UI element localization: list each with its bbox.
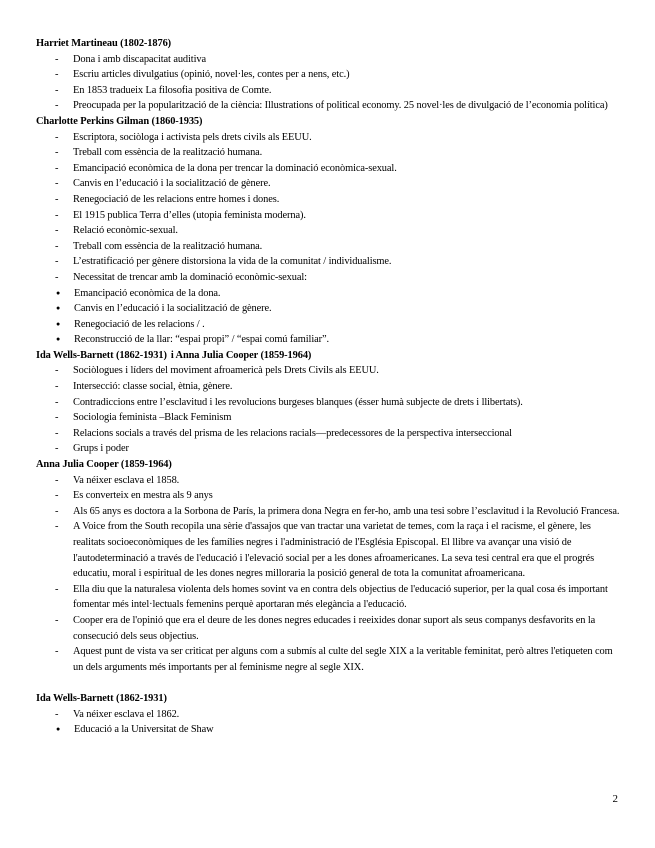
bullet-list-wells-cooper (36, 363, 622, 457)
sub-list-item: ● Emancipació econòmica de la dona. (74, 286, 622, 302)
list-item: - Va néixer esclava el 1858. (73, 473, 622, 489)
list-item: - Emancipació econòmica de la dona per trencar la dominació econòmica-sexual. (73, 161, 622, 177)
list-item: - Contradiccions entre l’esclavitud i les revolucions burgeses blanques (ésser humà subjecte de drets i llibertats). (73, 395, 622, 411)
list-item: - Va néixer esclava el 1862. (73, 707, 622, 723)
list-item: - Grups i poder (73, 441, 622, 457)
list-item: - A Voice from the South recopila una sèrie d'assajos que van tractar una varietat de temes, com la raça i el racisme, el gènere, les realitats socioeconòmiques de les famílies negres i l'administració de l'Església Episcopal. El llibre va avançar una visió de l'autodeterminació a través de l'educació i l'elevació social per a les dones afroamericanes. La seva tesi central era que el progrés educatiu, moral i espiritual de les dones negres milloraria la posició general de tota la comunitat afroamericana. (73, 519, 622, 581)
list-item: - L’estratificació per gènere distorsiona la vida de la comunitat / individualisme. (73, 254, 622, 270)
section-title-part-1: Ida Wells-Barnett (1862-1931) (36, 349, 167, 361)
list-item: - Necessitat de trencar amb la dominació econòmic-sexual: (73, 270, 622, 286)
document-body (36, 36, 622, 738)
bullet-list-cooper (36, 473, 622, 676)
list-item: - Treball com essència de la realització humana. (73, 145, 622, 161)
list-item: - Sociologia feminista –Black Feminism (73, 410, 622, 426)
list-item: - El 1915 publica Terra d’elles (utopia feminista moderna). (73, 208, 622, 224)
sub-list-item: ● Canvis en l’educació i la socialització de gènere. (74, 301, 622, 317)
list-item: - Canvis en l’educació i la socialització de gènere. (73, 176, 622, 192)
list-item: - Ella diu que la naturalesa violenta dels homes sovint va en contra dels objectius de l'educació superior, per la qual cosa és important fomentar més intel·lectuals femenins perquè aportaran més elegància a l'educació. (73, 582, 622, 613)
bullet-list-gilman (36, 130, 622, 286)
section-title-wells: Ida Wells-Barnett (1862-1931) (36, 692, 167, 704)
list-item: - Escriu articles divulgatius (opinió, novel·les, contes per a nens, etc.) (73, 67, 622, 83)
section-title-part-2: i Anna Julia Cooper (1859-1964) (170, 349, 312, 361)
list-item: - Relació econòmic-sexual. (73, 223, 622, 239)
list-item: - Es converteix en mestra als 9 anys (73, 488, 622, 504)
list-item: - Aquest punt de vista va ser criticat per alguns com a submís al culte del segle XIX a la veritable feminitat, però altres l'etiqueten com un dels arguments més importants per al feminisme negre al segle XIX. (73, 644, 622, 675)
sub-list-item: ● Renegociació de les relacions / . (74, 317, 622, 333)
sub-list-item: ● Educació a la Universitat de Shaw (74, 722, 622, 738)
sub-bullet-list-gilman (36, 286, 622, 348)
list-item: - Sociòlogues i líders del moviment afroamericà pels Drets Civils als EEUU. (73, 363, 622, 379)
sub-list-item: ● Reconstrucció de la llar: “espai propi” / “espai comú familiar”. (74, 332, 622, 348)
list-item: - Als 65 anys es doctora a la Sorbona de París, la primera dona Negra en fer-ho, amb una tesi sobre l’esclavitud i la Revolució Francesa. (73, 504, 622, 520)
list-item: - En 1853 tradueix La filosofia positiva de Comte. (73, 83, 622, 99)
sub-bullet-list-wells (36, 722, 622, 738)
list-item: - Relacions socials a través del prisma de les relacions racials—predecessores de la perspectiva interseccional (73, 426, 622, 442)
section-title-cooper: Anna Julia Cooper (1859-1964) (36, 459, 172, 471)
list-item: - Renegociació de les relacions entre homes i dones. (73, 192, 622, 208)
section-title-martineau: Harriet Martineau (1802-1876) (36, 38, 172, 49)
list-item: - Escriptora, sociòloga i activista pels drets civils als EEUU. (73, 130, 622, 146)
list-item: - Dona i amb discapacitat auditiva (73, 52, 622, 68)
section-title-wells-cooper (36, 348, 622, 364)
page-number: 2 (612, 793, 618, 805)
bullet-list-wells (36, 707, 622, 723)
list-item: - Intersecció: classe social, ètnia, gènere. (73, 379, 622, 395)
section-title-gilman: Charlotte Perkins Gilman (1860-1935) (36, 115, 203, 127)
list-item: - Cooper era de l'opinió que era el deure de les dones negres educades i reeixides donar suport als seus companys desfavorits en la consecució dels seus objectius. (73, 613, 622, 644)
list-item: - Treball com essència de la realització humana. (73, 239, 622, 255)
bullet-list-martineau (36, 52, 622, 114)
list-item: - Preocupada per la popularització de la ciència: Illustrations of political economy. 25 novel·les de divulgació de l’economia política) (73, 98, 622, 114)
